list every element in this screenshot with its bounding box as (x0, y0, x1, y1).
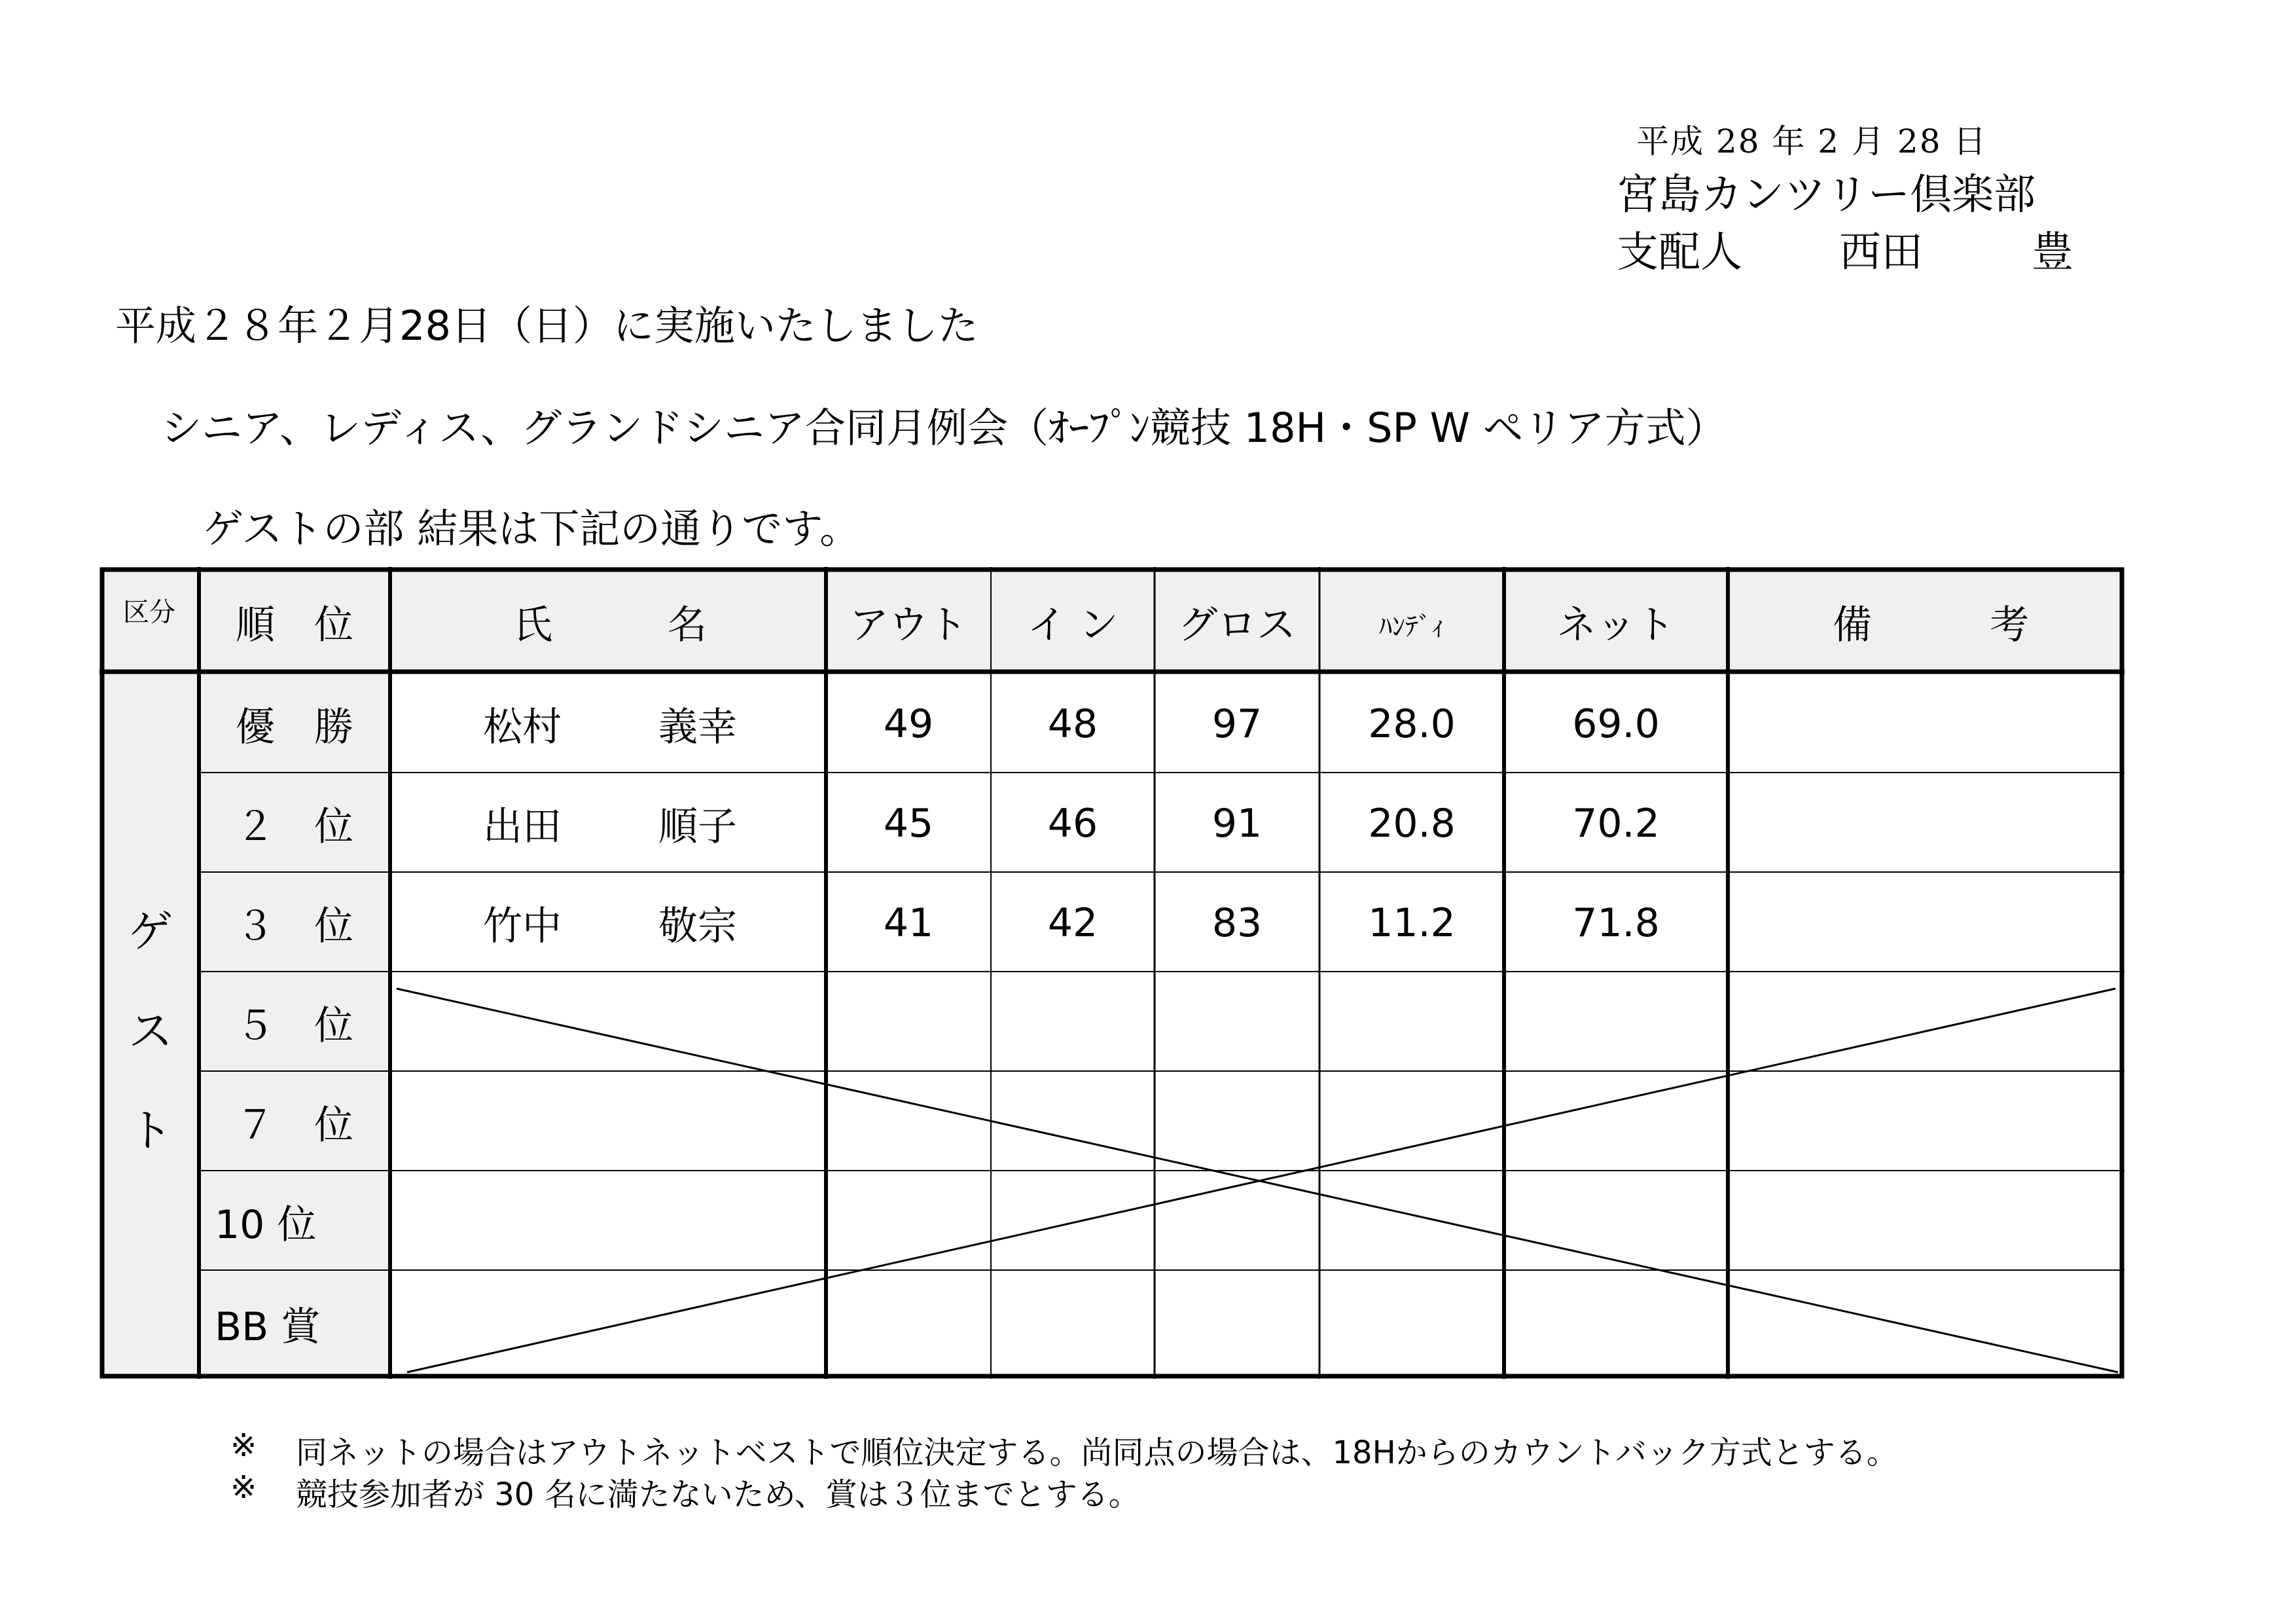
row-3-given: 敬宗 (658, 903, 737, 949)
row-4-rank: ５ 位 (236, 1003, 353, 1049)
row-3-out: 41 (883, 900, 934, 946)
row-5-rank: ７ 位 (236, 1103, 353, 1148)
row-2-handicap: 20.8 (1368, 801, 1456, 847)
row-3-net: 71.8 (1572, 900, 1660, 946)
row-2-rank: ２ 位 (236, 804, 353, 850)
header-out: アウト (850, 602, 967, 648)
row-2-out: 45 (883, 801, 934, 847)
header-name-2: 名 (668, 602, 707, 648)
manager-surname: 西田 (1839, 228, 1923, 277)
results-table (99, 567, 2125, 1379)
row-2-net: 70.2 (1572, 801, 1660, 847)
header-rank: 順 位 (236, 602, 353, 648)
intro-line-1: 平成２８年２月28日（日）に実施いたしました (115, 302, 978, 350)
header-remarks-1: 備 (1833, 602, 1872, 648)
intro-line-2: シニア、レディス、グランドシニア合同月例会（ｵｰﾌﾟﾝ競技 18H・SP W ペリア方式） (161, 404, 1727, 452)
header-net: ネット (1557, 602, 1675, 648)
row-2-surname: 出田 (483, 804, 562, 850)
club-name: 宮島カンツリー倶楽部 (1617, 171, 2036, 219)
header-in: イ ン (1027, 602, 1119, 648)
row-6-rank: 10 位 (215, 1202, 317, 1248)
row-2-gross: 91 (1211, 801, 1263, 847)
manager-title: 支配人 (1617, 228, 1742, 277)
intro-line-3: ゲストの部 結果は下記の通りです。 (203, 505, 861, 553)
header-name-1: 氏 (513, 602, 552, 648)
division-char-2: ス (128, 1006, 173, 1058)
row-2-in: 46 (1047, 801, 1098, 847)
division-char-3: ト (128, 1105, 173, 1158)
division-char-1: ゲ (128, 906, 173, 958)
note-1-text: 同ネットの場合はアウトネットベストで順位決定する。尚同点の場合は、18Hからのカウントバック方式とする。 (296, 1434, 1898, 1471)
table-border (102, 570, 2122, 1376)
note-2-mark: ※ (230, 1469, 257, 1506)
note-1-mark: ※ (230, 1427, 257, 1464)
row-1-given: 義幸 (658, 704, 737, 750)
row-1-gross: 97 (1211, 701, 1263, 747)
row-3-handicap: 11.2 (1368, 900, 1456, 946)
row-2-given: 順子 (658, 804, 737, 850)
row-1-rank: 優 勝 (236, 704, 353, 750)
row-3-surname: 竹中 (483, 903, 562, 949)
header-gross: グロス (1178, 602, 1296, 648)
header-handicap: ﾊﾝﾃﾞｨ (1379, 611, 1444, 642)
row-1-surname: 松村 (483, 704, 562, 750)
header-remarks-2: 考 (1990, 602, 2029, 648)
row-1-net: 69.0 (1572, 701, 1660, 747)
table-grid (99, 567, 2125, 1379)
document-date: 平成 28 年 2 月 28 日 (1636, 122, 1988, 160)
row-3-in: 42 (1047, 900, 1098, 946)
row-3-gross: 83 (1211, 900, 1263, 946)
row-7-rank: BB 賞 (215, 1304, 321, 1350)
row-1-handicap: 28.0 (1368, 701, 1456, 747)
header-division: 区分 (123, 597, 175, 628)
row-3-rank: ３ 位 (236, 903, 353, 949)
row-1-out: 49 (883, 701, 934, 747)
manager-given-name: 豊 (2032, 228, 2073, 277)
row-1-in: 48 (1047, 701, 1098, 747)
note-2-text: 競技参加者が 30 名に満たないため、賞は３位までとする。 (296, 1476, 1140, 1513)
